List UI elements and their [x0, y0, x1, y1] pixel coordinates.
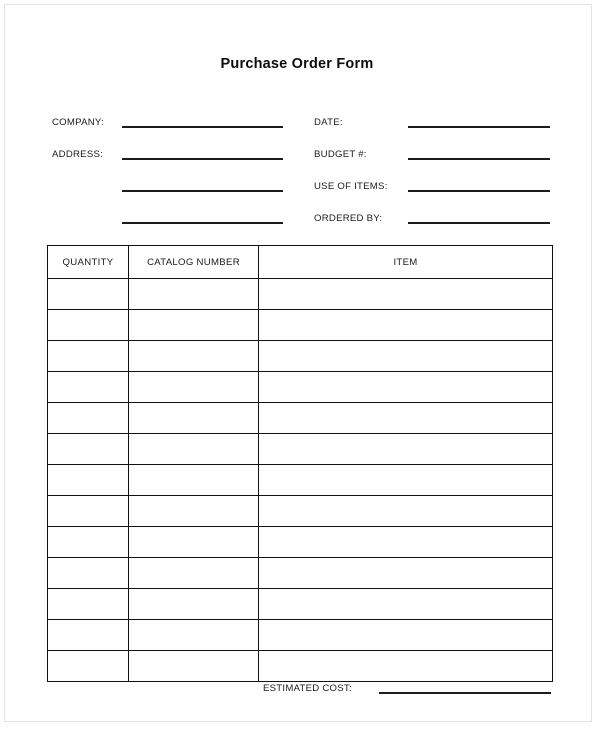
table-row [48, 465, 553, 496]
table-row [48, 279, 553, 310]
cell-catalog-number[interactable] [129, 527, 259, 558]
cell-catalog-number[interactable] [129, 496, 259, 527]
cell-catalog-number[interactable] [129, 403, 259, 434]
table-row [48, 589, 553, 620]
field-budget-number[interactable] [314, 143, 557, 161]
cell-catalog-number[interactable] [129, 558, 259, 589]
cell-quantity[interactable] [48, 620, 129, 651]
cell-catalog-number[interactable] [129, 589, 259, 620]
cell-quantity[interactable] [48, 527, 129, 558]
cell-quantity[interactable] [48, 558, 129, 589]
table-row [48, 558, 553, 589]
cell-catalog-number[interactable] [129, 651, 259, 682]
cell-catalog-number[interactable] [129, 465, 259, 496]
field-address-label: ADDRESS: [52, 149, 104, 160]
cell-catalog-number[interactable] [129, 434, 259, 465]
field-company-input[interactable] [122, 126, 283, 128]
field-address[interactable] [52, 143, 292, 161]
estimated-cost-row[interactable] [263, 677, 557, 695]
cell-quantity[interactable] [48, 465, 129, 496]
field-ordered-by-input[interactable] [408, 222, 550, 224]
field-use-of-items[interactable] [314, 175, 557, 193]
field-use-of-items-label: USE OF ITEMS: [314, 181, 388, 192]
page-title: Purchase Order Form [220, 56, 374, 72]
estimated-cost-label: ESTIMATED COST: [263, 683, 352, 694]
cell-item[interactable] [259, 372, 553, 403]
cell-quantity[interactable] [48, 279, 129, 310]
items-table [47, 245, 553, 682]
cell-quantity[interactable] [48, 403, 129, 434]
table-row [48, 341, 553, 372]
cell-item[interactable] [259, 620, 553, 651]
cell-item[interactable] [259, 279, 553, 310]
items-table-body [48, 279, 553, 682]
field-address-line-2[interactable] [52, 175, 292, 193]
cell-item[interactable] [259, 465, 553, 496]
cell-quantity[interactable] [48, 341, 129, 372]
table-row [48, 620, 553, 651]
cell-catalog-number[interactable] [129, 279, 259, 310]
field-address-input[interactable] [122, 158, 283, 160]
table-row [48, 403, 553, 434]
field-address-line-3[interactable] [52, 207, 292, 225]
cell-catalog-number[interactable] [129, 341, 259, 372]
cell-item[interactable] [259, 496, 553, 527]
table-row [48, 434, 553, 465]
cell-item[interactable] [259, 341, 553, 372]
field-ordered-by[interactable] [314, 207, 557, 225]
cell-quantity[interactable] [48, 310, 129, 341]
cell-item[interactable] [259, 403, 553, 434]
table-row [48, 310, 553, 341]
column-header-catalog-number: CATALOG NUMBER [129, 246, 259, 279]
cell-quantity[interactable] [48, 651, 129, 682]
items-table-head [48, 246, 553, 279]
field-address-line-3-label [52, 224, 122, 225]
cell-item[interactable] [259, 527, 553, 558]
field-ordered-by-label: ORDERED BY: [314, 213, 383, 224]
cell-catalog-number[interactable] [129, 372, 259, 403]
purchase-order-page [4, 4, 592, 722]
field-company-label: COMPANY: [52, 117, 104, 128]
column-header-quantity: QUANTITY [48, 246, 129, 279]
field-company[interactable] [52, 111, 292, 129]
cell-catalog-number[interactable] [129, 620, 259, 651]
cell-item[interactable] [259, 310, 553, 341]
field-budget-number-input[interactable] [408, 158, 550, 160]
cell-quantity[interactable] [48, 372, 129, 403]
cell-quantity[interactable] [48, 589, 129, 620]
estimated-cost-input[interactable] [379, 692, 551, 694]
field-address-line-2-input[interactable] [122, 190, 283, 192]
table-row [48, 527, 553, 558]
header-fields [5, 111, 589, 229]
field-date-label: DATE: [314, 117, 343, 128]
column-header-item: ITEM [259, 246, 553, 279]
field-use-of-items-input[interactable] [408, 190, 550, 192]
table-row [48, 496, 553, 527]
field-address-line-2-label [52, 192, 122, 193]
cell-item[interactable] [259, 589, 553, 620]
field-date[interactable] [314, 111, 557, 129]
field-address-line-3-input[interactable] [122, 222, 283, 224]
cell-item[interactable] [259, 558, 553, 589]
field-budget-number-label: BUDGET #: [314, 149, 367, 160]
cell-quantity[interactable] [48, 496, 129, 527]
cell-item[interactable] [259, 434, 553, 465]
items-table-header-row [48, 246, 553, 279]
table-row [48, 372, 553, 403]
cell-catalog-number[interactable] [129, 310, 259, 341]
field-date-input[interactable] [408, 126, 550, 128]
cell-quantity[interactable] [48, 434, 129, 465]
